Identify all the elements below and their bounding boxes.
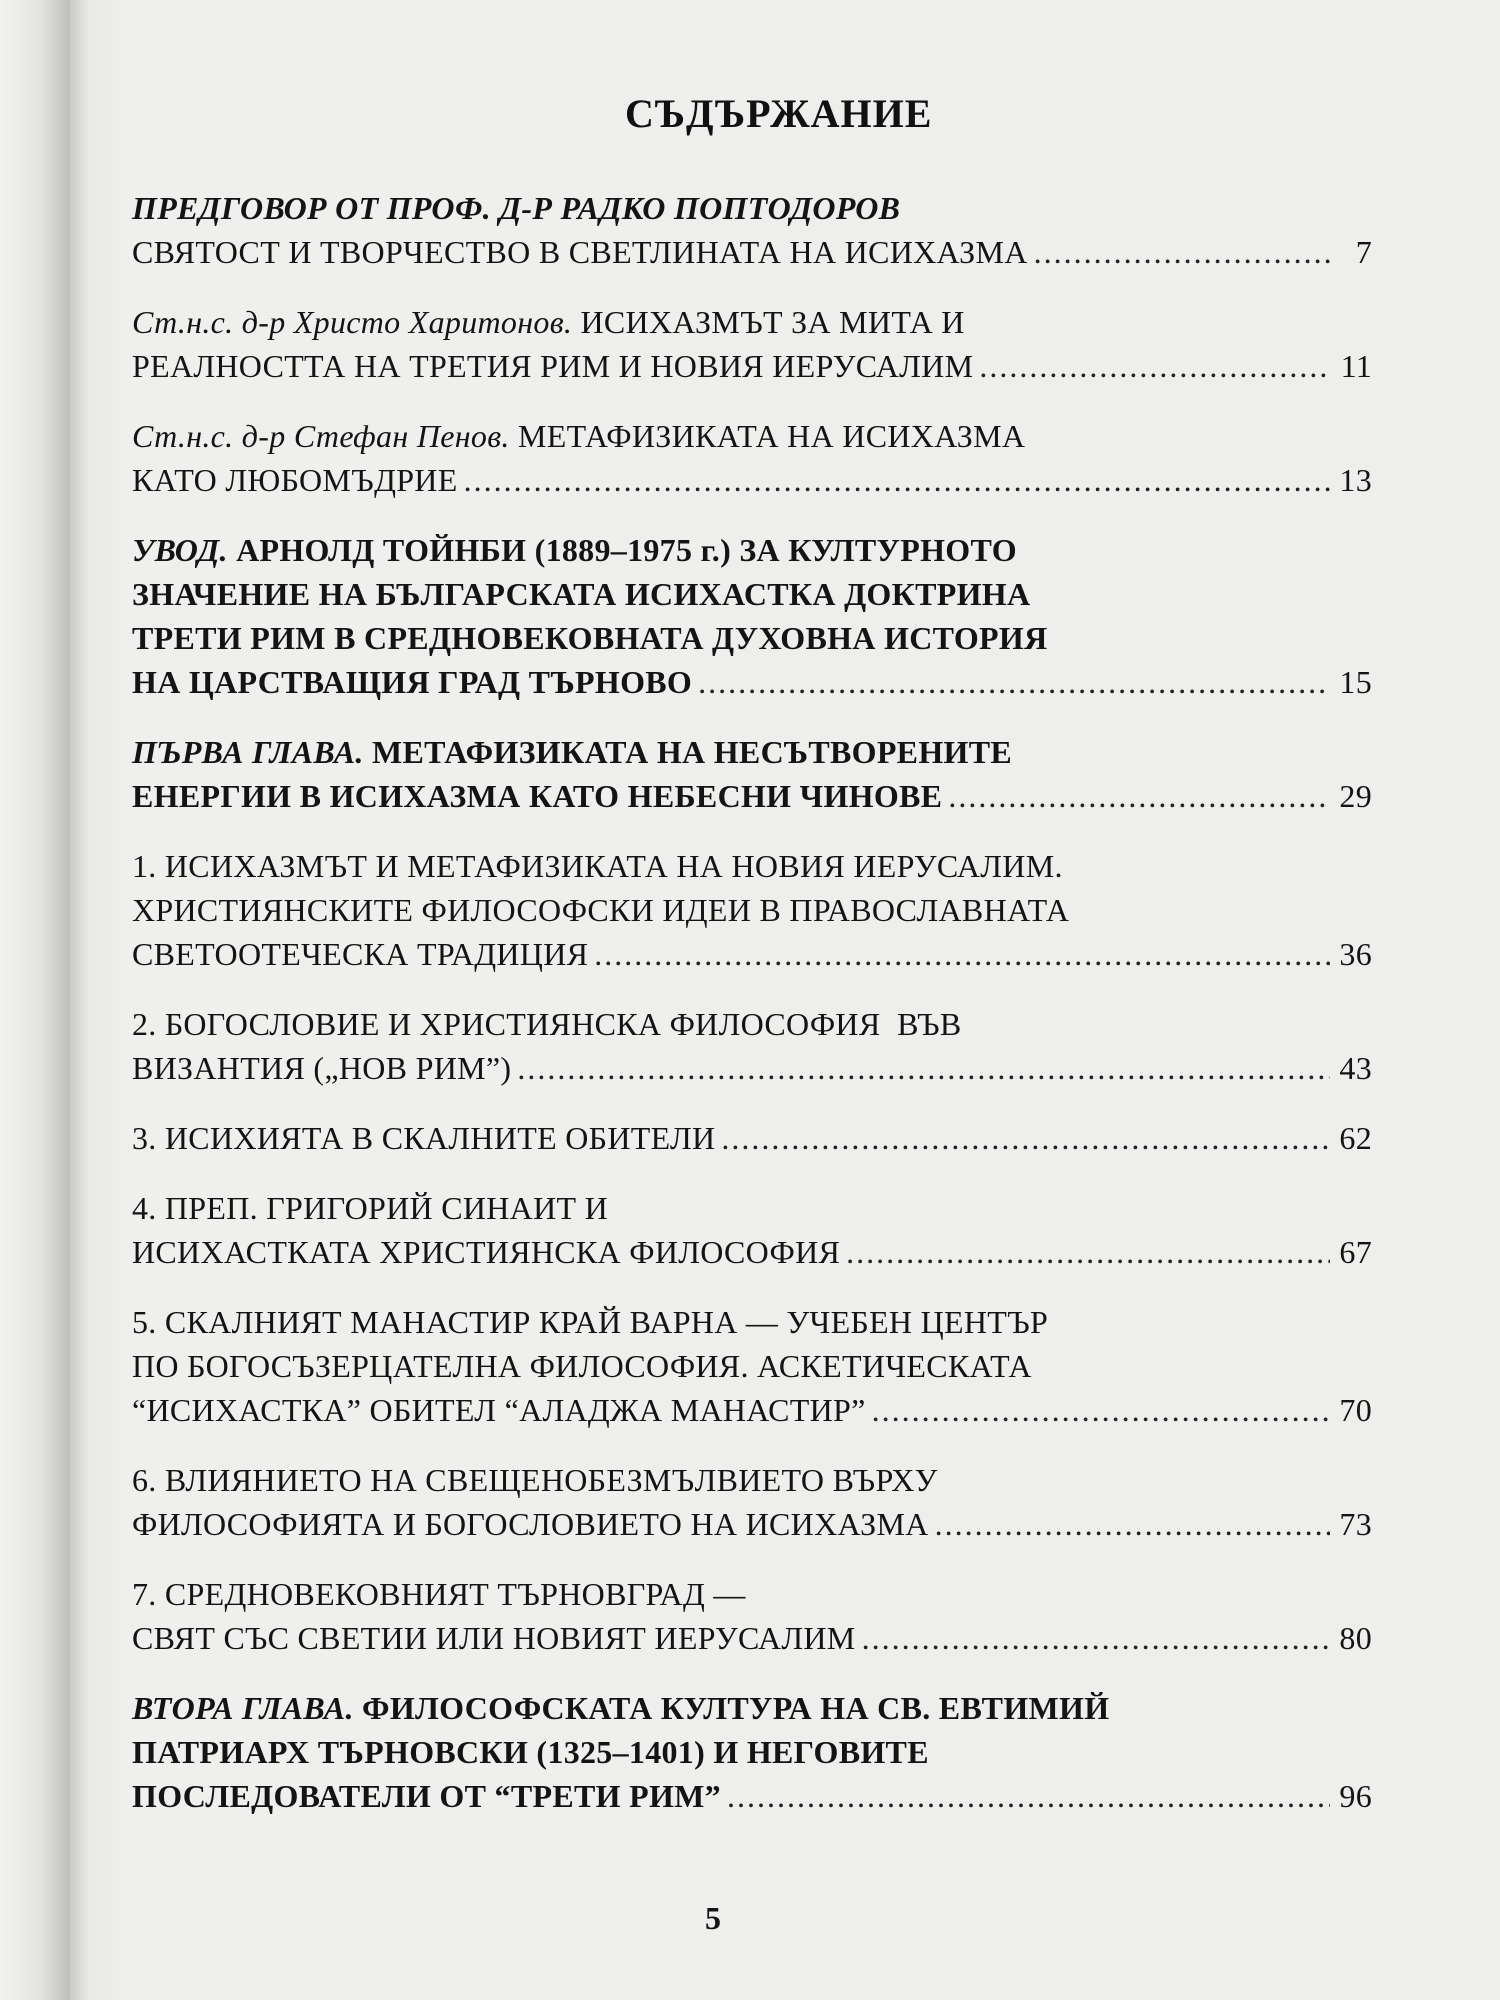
toc-entry-final-line [132,932,1372,976]
toc-entry-line [132,1002,1372,1046]
toc-entry-text: ПО БОГОСЪЗЕРЦАТЕЛНА ФИЛОСОФИЯ. АСКЕТИЧЕСКАТА [132,1348,1032,1384]
toc-entry-line [132,888,1372,932]
toc-entry-author: ВТОРА ГЛАВА. [132,1690,354,1726]
dot-leader [948,774,1330,818]
toc-entry-final-line [132,458,1372,502]
toc-entry-final-line [132,230,1372,274]
toc-entry-final-line [132,1230,1372,1274]
page-number: 5 [705,1900,721,1936]
toc-entry-text: ЕНЕРГИИ В ИСИХАЗМА КАТО НЕБЕСНИ ЧИНОВЕ [132,778,943,814]
toc-entry-text: 1. ИСИХАЗМЪТ И МЕТАФИЗИКАТА НА НОВИЯ ИЕРУСАЛИМ. [132,848,1063,884]
toc-entry-line [132,414,1372,458]
toc-entry-page: 43 [1339,1050,1372,1086]
toc-entry-text: 5. СКАЛНИЯТ МАНАСТИР КРАЙ ВАРНА — УЧЕБЕН ЦЕНТЪР [132,1304,1049,1340]
toc-entry-final-line [132,1388,1372,1432]
toc-entry-final-line [132,774,1372,818]
toc-entry-final-line [132,1774,1372,1818]
toc-entry-line [132,1344,1372,1388]
toc-entry-text: МЕТАФИЗИКАТА НА ИСИХАЗМА [509,418,1026,454]
toc-entry-text: КАТО ЛЮБОМЪДРИЕ [132,462,458,498]
toc-entry [132,844,1372,976]
toc-entry-text: ПОСЛЕДОВАТЕЛИ ОТ “ТРЕТИ РИМ” [132,1778,721,1814]
toc-entry-line [132,616,1372,660]
page-title: СЪДЪРЖАНИЕ [625,91,933,136]
toc-entry-text: 2. БОГОСЛОВИЕ И ХРИСТИЯНСКА ФИЛОСОФИЯ ВЪВ [132,1006,962,1042]
toc-entry-text: СВЯТ СЪС СВЕТИИ ИЛИ НОВИЯТ ИЕРУСАЛИМ [132,1620,856,1656]
toc-entry-page: 15 [1339,664,1372,700]
toc-entry-page: 62 [1339,1120,1372,1156]
dot-leader [846,1230,1330,1274]
toc-entry-author: ПЪРВА ГЛАВА. [132,734,364,770]
dot-leader [721,1116,1330,1160]
toc-entry-final-line [132,1046,1372,1090]
toc-entry [132,1458,1372,1546]
toc-entry [132,300,1372,388]
toc-entry-text: “ИСИХАСТКА” ОБИТЕЛ “АЛАДЖА МАНАСТИР” [132,1392,866,1428]
toc-entry-line [132,572,1372,616]
toc-entry-text: НА ЦАРСТВАЩИЯ ГРАД ТЪРНОВО [132,664,693,700]
toc-entry-author: Ст.н.с. д-р Стефан Пенов. [132,418,510,454]
toc-entry [132,528,1372,704]
dot-leader [862,1616,1330,1660]
toc-entry-author: УВОД. [132,532,228,568]
dot-leader [935,1502,1330,1546]
toc-entry-page: 29 [1339,778,1372,814]
dot-leader [979,344,1330,388]
dot-leader [517,1046,1330,1090]
toc-entry-line [132,1186,1372,1230]
toc-entry-page: 36 [1339,936,1372,972]
toc-entry-text: СВЕТООТЕЧЕСКА ТРАДИЦИЯ [132,936,589,972]
toc-entry-text: 4. ПРЕП. ГРИГОРИЙ СИНАИТ И [132,1190,609,1226]
toc-entry-text: РЕАЛНОСТТА НА ТРЕТИЯ РИМ И НОВИЯ ИЕРУСАЛИМ [132,348,974,384]
toc-entry-line [132,1458,1372,1502]
toc-entry [132,1572,1372,1660]
toc-entry-final-line [132,1116,1372,1160]
table-of-contents [132,186,1372,1844]
dot-leader [1034,230,1330,274]
toc-entry-text: 3. ИСИХИЯТА В СКАЛНИТЕ ОБИТЕЛИ [132,1120,716,1156]
toc-entry-text: ХРИСТИЯНСКИТЕ ФИЛОСОФСКИ ИДЕИ В ПРАВОСЛАВНАТА [132,892,1070,928]
toc-entry-page: 67 [1339,1234,1372,1270]
toc-entry-line [132,1572,1372,1616]
toc-entry-line [132,528,1372,572]
toc-entry-page: 70 [1339,1392,1372,1428]
dot-leader [872,1388,1330,1432]
toc-entry [132,1116,1372,1160]
toc-entry [132,1002,1372,1090]
toc-entry [132,1186,1372,1274]
toc-entry-text: АРНОЛД ТОЙНБИ (1889–1975 г.) ЗА КУЛТУРНОТО [227,532,1017,568]
toc-entry [132,1300,1372,1432]
toc-entry-line [132,186,1372,230]
toc-entry-text: ЗНАЧЕНИЕ НА БЪЛГАРСКАТА ИСИХАСТКА ДОКТРИНА [132,576,1031,612]
toc-entry-page: 80 [1339,1620,1372,1656]
toc-entry-line [132,1730,1372,1774]
toc-entry-text: ВИЗАНТИЯ („НОВ РИМ”) [132,1050,512,1086]
toc-entry-text: 6. ВЛИЯНИЕТО НА СВЕЩЕНОБЕЗМЪЛВИЕТО ВЪРХУ [132,1462,938,1498]
book-spine [0,0,70,2000]
toc-entry-text: ИСИХАЗМЪТ ЗА МИТА И [572,304,965,340]
toc-entry [132,186,1372,274]
toc-entry-final-line [132,344,1372,388]
toc-entry-text: ФИЛОСОФСКАТА КУЛТУРА НА СВ. ЕВТИМИЙ [353,1690,1110,1726]
toc-entry-author: Ст.н.с. д-р Христо Харитонов. [132,304,573,340]
toc-entry-line [132,1686,1372,1730]
toc-entry-line [132,1300,1372,1344]
toc-entry [132,730,1372,818]
toc-entry-text: ФИЛОСОФИЯТА И БОГОСЛОВИЕТО НА ИСИХАЗМА [132,1506,929,1542]
toc-entry-page: 7 [1355,234,1372,270]
dot-leader [594,932,1330,976]
dot-leader [698,660,1330,704]
toc-entry [132,1686,1372,1818]
book-page [70,0,1500,2000]
toc-entry-line [132,730,1372,774]
toc-entry-page: 13 [1339,462,1372,498]
toc-entry-final-line [132,1502,1372,1546]
toc-entry-final-line [132,1616,1372,1660]
toc-entry-line [132,300,1372,344]
toc-entry-text: МЕТАФИЗИКАТА НА НЕСЪТВОРЕНИТЕ [363,734,1012,770]
toc-entry-text: ПАТРИАРХ ТЪРНОВСКИ (1325–1401) И НЕГОВИТЕ [132,1734,929,1770]
dot-leader [464,458,1330,502]
toc-entry [132,414,1372,502]
toc-entry-page: 11 [1340,348,1372,384]
toc-entry-text: СВЯТОСТ И ТВОРЧЕСТВО В СВЕТЛИНАТА НА ИСИХАЗМА [132,234,1028,270]
dot-leader [727,1774,1330,1818]
toc-entry-final-line [132,660,1372,704]
toc-entry-text: 7. СРЕДНОВЕКОВНИЯТ ТЪРНОВГРАД — [132,1576,746,1612]
toc-entry-author: ПРЕДГОВОР ОТ ПРОФ. Д-Р РАДКО ПОПТОДОРОВ [132,190,901,226]
toc-entry-page: 73 [1339,1506,1372,1542]
toc-entry-line [132,844,1372,888]
toc-entry-text: ТРЕТИ РИМ В СРЕДНОВЕКОВНАТА ДУХОВНА ИСТОРИЯ [132,620,1048,656]
toc-entry-page: 96 [1339,1778,1372,1814]
toc-entry-text: ИСИХАСТКАТА ХРИСТИЯНСКА ФИЛОСОФИЯ [132,1234,841,1270]
